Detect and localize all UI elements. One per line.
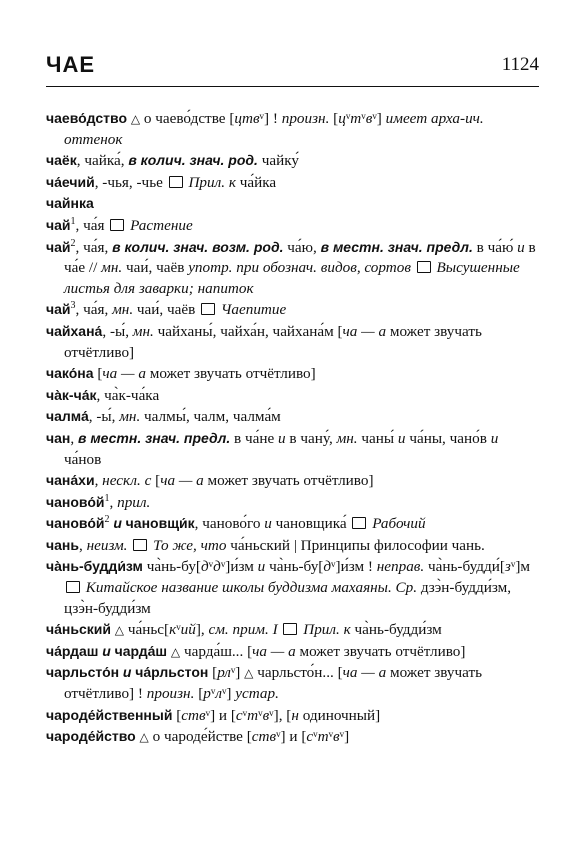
triangle-mark-icon: △: [127, 112, 144, 126]
headword: чань: [46, 536, 79, 553]
headword: чарда́ш: [114, 642, 168, 659]
entry-text: ᵛ]: [221, 685, 236, 703]
entry-text: чаи́, чаёв: [133, 301, 200, 319]
entry-text: чаи́, чаёв: [122, 259, 189, 277]
entry-text: , ча́я: [75, 216, 109, 234]
entry-text: и: [490, 429, 499, 447]
entry-text: в: [262, 706, 270, 724]
dictionary-entry: [46, 321, 539, 363]
entry-text: То же, что: [153, 536, 227, 554]
entry-text: имеет арха-ич. оттенок: [64, 110, 484, 148]
entry-text: чайку́: [257, 152, 300, 170]
entry-text: мн.: [119, 408, 141, 426]
entry-text: р: [203, 685, 211, 703]
headword: чан: [46, 429, 71, 446]
entry-text: в: [365, 110, 373, 127]
entry-text: и: [397, 429, 406, 447]
entry-text: нескл. с: [102, 472, 152, 490]
entry-text: ᵛ: [328, 728, 334, 746]
entry-text: ча — а: [252, 642, 296, 660]
dictionary-entry: [46, 406, 539, 428]
entry-text: чалмы́, чалм, чалма́м: [140, 408, 281, 426]
headword: чаёк: [46, 152, 77, 169]
entry-text: дзэ̀н-будди́зм, цзэ̀н-будди́зм: [64, 579, 512, 617]
entry-text: ᵛ]: [339, 728, 350, 746]
entry-text: т: [317, 728, 329, 746]
entry-text: [411, 259, 415, 276]
entry-text: [278, 621, 282, 638]
dictionary-entry: [46, 237, 539, 300]
entry-text: неизм.: [86, 536, 128, 554]
entry-text: ча́ю,: [283, 238, 321, 256]
square-mark-icon: [417, 261, 431, 273]
entry-text: Прил. к: [188, 173, 236, 191]
entry-text: чановщика́: [271, 515, 351, 533]
headword: ча̀нь-будди́зм: [46, 558, 143, 575]
entry-text: чаны́: [357, 429, 398, 447]
dictionary-entry: [46, 662, 539, 704]
entry-text: [: [329, 110, 339, 127]
entry-text: в колич. знач. возм. род.: [112, 238, 284, 255]
homonym-index: 1: [104, 492, 110, 504]
square-mark-icon: [110, 219, 124, 231]
entry-text: см. прим. I: [208, 621, 278, 639]
entry-text: [: [172, 706, 182, 724]
square-mark-icon: [133, 539, 147, 551]
headword: ча́ечий: [46, 173, 95, 190]
entry-text: ча́ньс[: [127, 621, 170, 639]
entry-text: в колич. знач. род.: [128, 152, 258, 169]
entry-text: прил.: [117, 493, 151, 511]
page-header: [46, 52, 539, 87]
entry-text: Высушенные листья для заварки; напиток: [64, 259, 520, 297]
dictionary-entry: [46, 705, 539, 727]
headword: чана́хи: [46, 472, 95, 489]
entry-text: и: [122, 664, 132, 681]
square-mark-icon: [169, 176, 183, 188]
entry-text: мн.: [132, 322, 154, 340]
entry-text: ча̀нь-бу[: [265, 558, 324, 576]
entry-text: мн.: [101, 259, 123, 277]
entry-text: Растение: [130, 216, 193, 234]
dictionary-entry: [46, 619, 539, 641]
entry-text: ча́нов: [64, 450, 102, 468]
entry-text: и: [264, 515, 272, 533]
square-mark-icon: [201, 303, 215, 315]
entry-text: д: [200, 558, 209, 576]
entry-text: , -ы́,: [102, 322, 133, 340]
headword: чароде́йственный: [46, 706, 173, 723]
entry-text: ча́йка: [235, 173, 277, 191]
entry-text: и: [517, 238, 525, 256]
entry-text: чайханы́, чайха́н, чайхана́м [: [153, 322, 343, 340]
headword: чановщи́к: [125, 515, 195, 532]
entry-text: д: [213, 558, 221, 576]
entry-text: в ча́ю́: [472, 238, 518, 256]
entry-text: рл: [217, 664, 231, 682]
entry-text: ча — а: [342, 664, 387, 682]
entry-text: ᵛ: [313, 728, 318, 746]
headword: чаново́й: [46, 493, 105, 510]
headword: чаново́й: [46, 515, 105, 532]
entry-text: [: [93, 365, 103, 383]
page-number: 1124: [501, 54, 539, 75]
entry-text: ц: [338, 110, 346, 127]
entry-text: , ча́я,: [75, 301, 113, 319]
entry-text: ᵛ: [242, 706, 248, 724]
dictionary-entry: [46, 470, 539, 492]
entry-text: может звучать отчётливо]: [295, 642, 466, 660]
dictionary-entry: [46, 193, 539, 215]
entry-text: ств: [251, 728, 277, 746]
entry-text: с: [306, 728, 314, 746]
running-head: ЧАЕ: [46, 52, 96, 77]
headword: чароде́йство: [46, 728, 136, 745]
entry-text: ᵛ] и [: [205, 706, 236, 724]
entry-text: и: [113, 515, 122, 532]
entry-text: [127, 537, 131, 554]
entry-text: [: [151, 472, 161, 490]
entry-text: ᵛ: [176, 621, 181, 639]
entry-text: ,: [78, 536, 87, 554]
dictionary-entry: [46, 363, 539, 385]
entry-text: ᵛ]и́зм !: [331, 558, 377, 576]
entry-text: ᵛ] и [: [276, 728, 307, 746]
entry-list: [46, 108, 539, 748]
entry-text: о чаево́дстве [: [143, 110, 235, 127]
entry-text: ча — а: [102, 365, 146, 383]
dictionary-entry: [46, 172, 539, 194]
entry-text: одиночный]: [298, 706, 381, 724]
headword: чалма́: [46, 408, 89, 425]
headword: чайхана́: [46, 322, 103, 339]
entry-text: , -ы́,: [88, 408, 120, 426]
entry-text: ,: [94, 472, 103, 490]
square-mark-icon: [283, 623, 297, 635]
dictionary-entry: [46, 150, 539, 172]
entry-text: ча́ньский | Принципы философии чань.: [226, 536, 485, 554]
headword: ча́рльстон: [135, 664, 209, 681]
entry-text: может звучать отчётливо] !: [64, 664, 483, 703]
entry-text: устар.: [235, 685, 279, 703]
headword: чай: [46, 301, 71, 318]
entry-text: цтв: [234, 110, 260, 127]
homonym-index: 2: [70, 237, 76, 249]
entry-text: ча́ны, чано́в: [405, 429, 491, 447]
entry-text: , чайка́,: [76, 152, 129, 170]
entry-text: ᵛ: [361, 110, 366, 127]
entry-text: в чану́,: [285, 429, 337, 447]
entry-text: ᵛ]: [230, 664, 245, 682]
entry-text: в местн. знач. предл.: [320, 238, 473, 255]
entry-text: произн.: [281, 110, 330, 127]
dictionary-entry: [46, 428, 539, 470]
entry-text: [: [194, 685, 204, 703]
headword: чайнка: [46, 195, 94, 212]
entry-text: мн.: [336, 429, 358, 447]
triangle-mark-icon: △: [110, 623, 128, 638]
entry-text: Чаепитие: [220, 301, 287, 319]
dictionary-entry: [46, 299, 539, 321]
entry-text: в ча́е //: [64, 238, 536, 277]
entry-text: в ча́не: [230, 429, 279, 447]
entry-text: чарда́ш... [: [183, 642, 253, 660]
entry-text: в местн. знач. предл.: [77, 429, 231, 446]
entry-text: ᵛ: [210, 685, 216, 703]
entry-text: Прил. к: [303, 621, 351, 639]
dictionary-entry: [46, 513, 539, 535]
entry-text: з: [504, 558, 511, 576]
homonym-index: 2: [104, 514, 110, 526]
homonym-index: 1: [70, 215, 76, 227]
entry-text: т: [350, 110, 362, 127]
entry-text: в: [333, 728, 340, 746]
triangle-mark-icon: △: [244, 666, 258, 681]
dictionary-entry: [46, 535, 539, 557]
entry-text: ,: [70, 429, 78, 447]
headword: чаево́дство: [46, 110, 127, 126]
entry-text: ий: [180, 621, 196, 639]
entry-text: ᵛ], [: [269, 706, 292, 724]
dictionary-entry: [46, 492, 539, 514]
entry-text: о чароде́йстве [: [152, 728, 252, 746]
entry-text: может звучать отчётливо]: [145, 365, 316, 383]
dictionary-entry: [46, 726, 539, 748]
homonym-index: 3: [70, 300, 76, 312]
entry-text: может звучать отчётливо]: [203, 472, 374, 490]
entry-text: ча — а: [160, 472, 204, 490]
entry-text: ᵛ]: [372, 110, 386, 127]
headword: ча́рдаш: [46, 642, 99, 659]
entry-text: ᵛ: [258, 706, 263, 724]
entry-text: употр. при обознач. видов, сортов: [188, 259, 411, 277]
entry-text: произн.: [146, 685, 195, 703]
dictionary-entry: [46, 385, 539, 407]
entry-text: ],: [195, 621, 209, 639]
entry-text: может звучать отчётливо]: [64, 322, 482, 361]
entry-text: , ча́я,: [75, 238, 113, 256]
headword: чай: [46, 238, 71, 255]
entry-text: ча̀нь-бу[: [142, 558, 201, 576]
entry-text: , ча̀к-ча́ка: [96, 386, 160, 404]
entry-text: ча — а: [342, 322, 387, 340]
entry-text: д: [323, 558, 332, 576]
entry-text: ча̀нь-будди́[: [424, 558, 505, 576]
entry-text: ча̀нь-будди́зм: [350, 621, 442, 639]
entry-text: ᵛ]и́зм: [220, 558, 258, 576]
entry-text: ᵛ: [345, 110, 351, 127]
triangle-mark-icon: △: [167, 644, 184, 659]
entry-text: чарльсто́н... [: [257, 664, 343, 682]
entry-text: , чаново́го: [194, 515, 265, 533]
entry-text: и: [278, 429, 286, 447]
dictionary-entry: [46, 108, 539, 150]
entry-text: ᵛ]м: [510, 558, 530, 576]
entry-text: , -чья, -чье: [94, 173, 167, 191]
headword: чарльсто́н: [46, 664, 120, 681]
entry-text: мн.: [112, 301, 134, 319]
entry-text: [: [208, 664, 218, 682]
entry-text: Китайское название школы буддизма махаяны. Ср.: [85, 579, 418, 597]
headword: ча́ньский: [46, 621, 111, 638]
entry-text: к: [169, 621, 177, 639]
entry-text: т: [247, 706, 259, 724]
entry-text: и: [102, 642, 111, 659]
square-mark-icon: [66, 581, 80, 593]
entry-text: неправ.: [376, 558, 425, 576]
entry-text: ᵛ: [208, 558, 214, 576]
headword: чай: [46, 216, 71, 233]
square-mark-icon: [352, 517, 366, 529]
entry-text: и: [257, 558, 266, 576]
entry-text: ᵛ] !: [259, 110, 282, 127]
entry-text: Рабочий: [372, 515, 426, 533]
triangle-mark-icon: △: [135, 730, 153, 745]
dictionary-entry: [46, 641, 539, 663]
entry-text: н: [291, 706, 299, 724]
headword: ча̀к-ча́к: [46, 386, 97, 403]
entry-text: ств: [181, 706, 206, 724]
entry-text: л: [215, 685, 222, 703]
entry-text: ,: [109, 493, 118, 511]
entry-text: с: [235, 706, 243, 724]
dictionary-entry: [46, 556, 539, 619]
dictionary-entry: [46, 215, 539, 237]
headword: чако́на: [46, 365, 94, 382]
